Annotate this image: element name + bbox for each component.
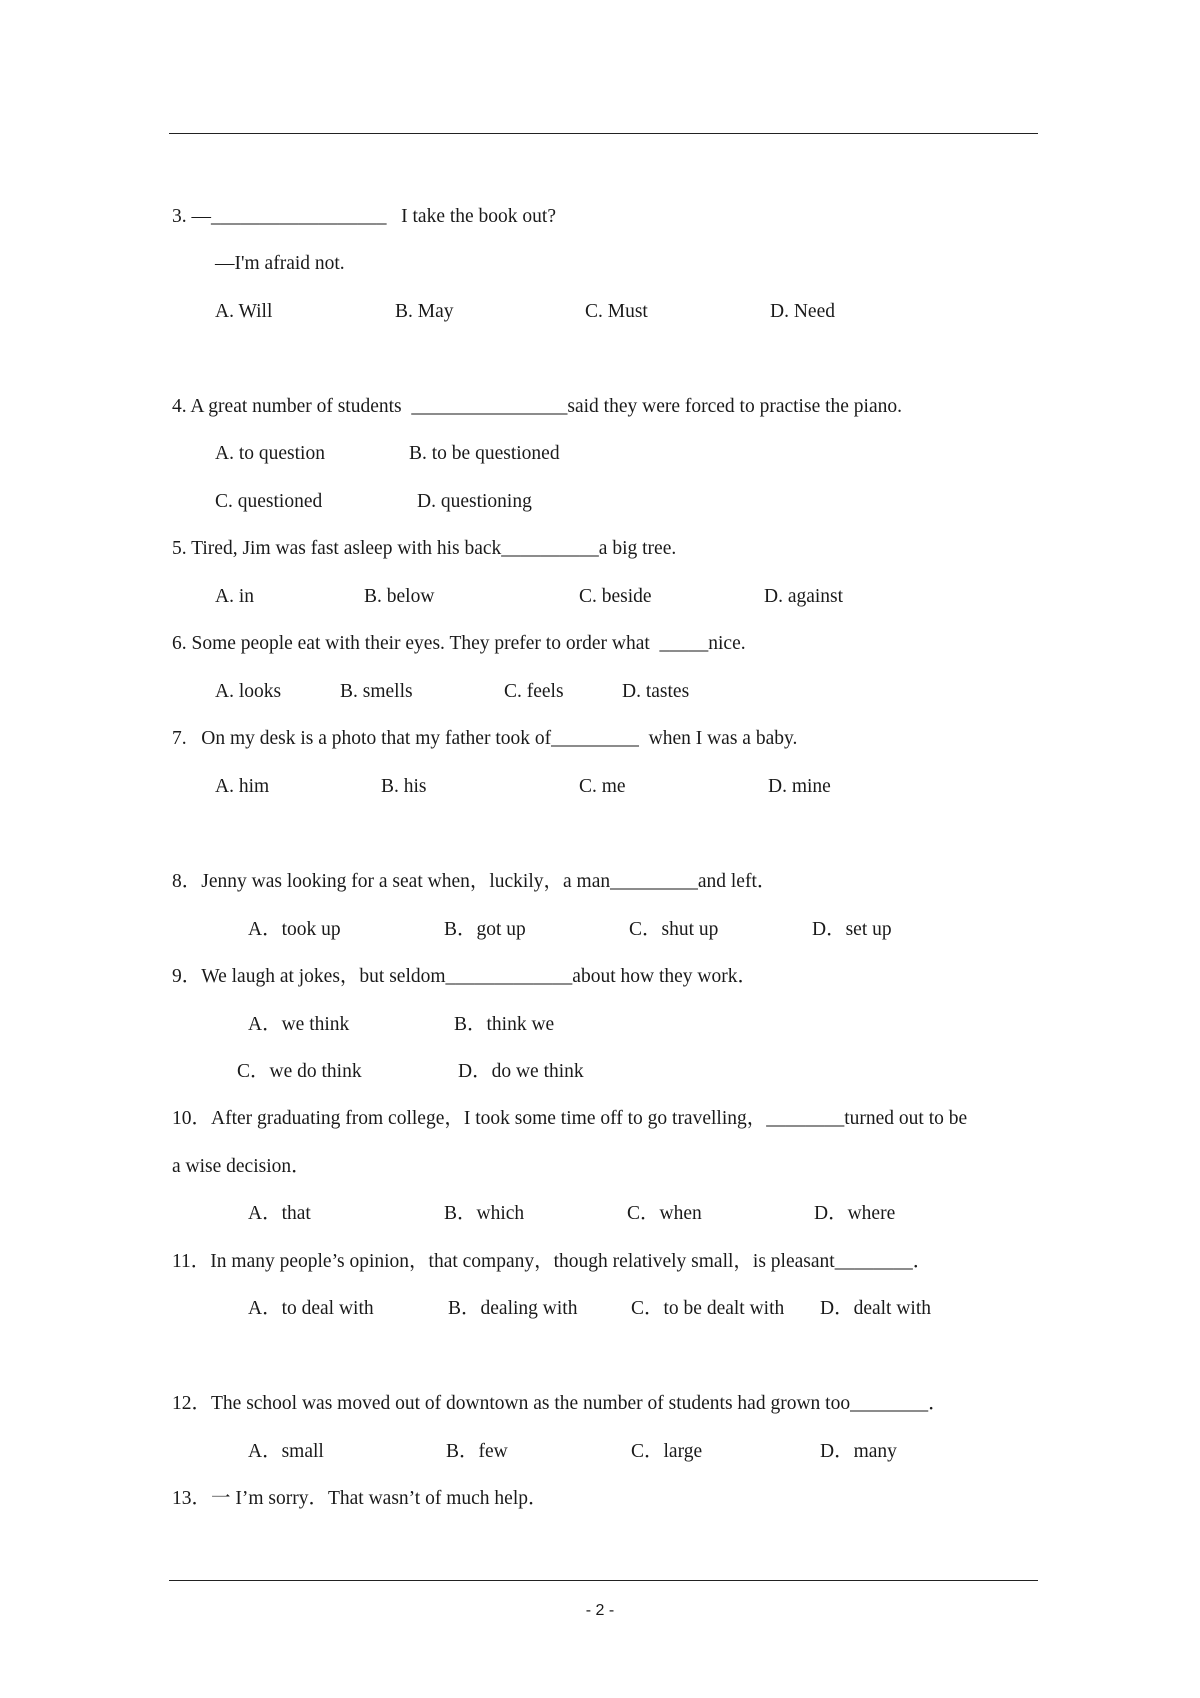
question-11-option-4: D．dealt with	[820, 1298, 932, 1319]
question-7-line-1: 7. On my desk is a photo that my father took of_________ when I was a baby.	[172, 728, 798, 749]
question-4-option-2: B. to be questioned	[409, 443, 560, 464]
question-5-option-2: B. below	[364, 586, 435, 607]
question-6-option-2: B. smells	[340, 681, 413, 702]
question-11-option-1: A．to deal with	[248, 1298, 374, 1319]
question-12-line-1: 12．The school was moved out of downtown as the number of students had grown too________．	[172, 1393, 948, 1414]
question-9-option-3: C．we do think	[237, 1061, 362, 1082]
question-6-option-4: D. tastes	[622, 681, 690, 702]
question-5-option-1: A. in	[215, 586, 254, 607]
question-9-option-2: B．think we	[454, 1014, 555, 1035]
header-rule	[169, 133, 1038, 134]
question-4-line-1: 4. A great number of students ________________said they were forced to practise the piano.	[172, 396, 902, 417]
question-3-line-2: —I'm afraid not.	[215, 253, 345, 274]
question-10-option-1: A．that	[248, 1203, 311, 1224]
question-13-line-1: 13．一 I’m sorry．That wasn’t of much help．	[172, 1488, 548, 1509]
question-10-line-2: a wise decision．	[172, 1156, 311, 1177]
question-12-option-1: A．small	[248, 1441, 324, 1462]
question-8-option-1: A．took up	[248, 919, 341, 940]
question-5-option-4: D. against	[764, 586, 844, 607]
question-5-line-1: 5. Tired, Jim was fast asleep with his back__________a big tree.	[172, 538, 677, 559]
question-7-option-3: C. me	[579, 776, 626, 797]
question-4-option-3: C. questioned	[215, 491, 323, 512]
question-11-option-2: B．dealing with	[448, 1298, 578, 1319]
question-3-option-4: D. Need	[770, 301, 835, 322]
question-9-option-4: D．do we think	[458, 1061, 584, 1082]
question-8-line-1: 8．Jenny was looking for a seat when，luckily，a man_________and left．	[172, 871, 777, 892]
question-12-option-2: B．few	[446, 1441, 508, 1462]
question-4-option-4: D. questioning	[417, 491, 532, 512]
question-3-option-2: B. May	[395, 301, 454, 322]
question-3-option-3: C. Must	[585, 301, 648, 322]
question-7-option-1: A. him	[215, 776, 270, 797]
question-3-line-1: 3. —__________________ I take the book out?	[172, 206, 556, 227]
question-10-line-1: 10．After graduating from college，I took some time off to go travelling，________turned out to be	[172, 1108, 968, 1129]
question-9-line-1: 9．We laugh at jokes，but seldom_____________about how they work．	[172, 966, 757, 987]
question-11-option-3: C．to be dealt with	[631, 1298, 785, 1319]
question-6-line-1: 6. Some people eat with their eyes. They prefer to order what _____nice.	[172, 633, 746, 654]
question-12-option-3: C．large	[631, 1441, 703, 1462]
question-7-option-4: D. mine	[768, 776, 831, 797]
question-8-option-4: D．set up	[812, 919, 892, 940]
question-11-line-1: 11．In many people’s opinion，that company，though relatively small，is pleasant________．	[172, 1251, 933, 1272]
question-9-option-1: A．we think	[248, 1014, 350, 1035]
question-4-option-1: A. to question	[215, 443, 325, 464]
question-10-option-3: C．when	[627, 1203, 702, 1224]
footer-rule	[169, 1580, 1038, 1581]
question-10-option-4: D．where	[814, 1203, 896, 1224]
question-10-option-2: B．which	[444, 1203, 525, 1224]
question-6-option-3: C. feels	[504, 681, 564, 702]
question-8-option-2: B．got up	[444, 919, 526, 940]
question-8-option-3: C．shut up	[629, 919, 719, 940]
question-7-option-2: B. his	[381, 776, 427, 797]
question-6-option-1: A. looks	[215, 681, 282, 702]
question-5-option-3: C. beside	[579, 586, 652, 607]
question-12-option-4: D．many	[820, 1441, 897, 1462]
question-3-option-1: A. Will	[215, 301, 273, 322]
page-number: - 2 -	[585, 1602, 615, 1619]
